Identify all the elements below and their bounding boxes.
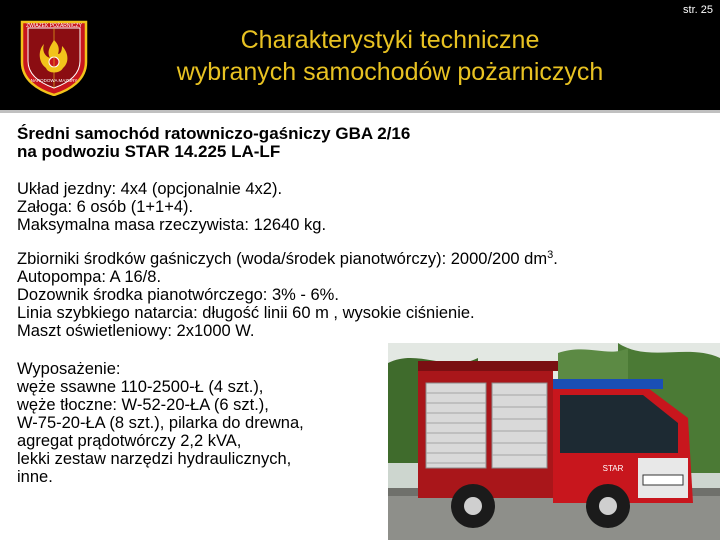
fire-truck-image: [388, 343, 720, 540]
heading-line-1: Średni samochód ratowniczo-gaśniczy GBA 2/16: [17, 124, 411, 143]
spec-pump: Autopompa: A 16/8.: [17, 268, 162, 286]
vehicle-heading: [17, 125, 410, 161]
badge-top-text: ZWIĄZEK POŻARNICZY: [26, 23, 82, 29]
fire-truck-photo: [388, 343, 720, 540]
equipment-item: węże tłoczne: W-52-20-ŁA (6 szt.),: [17, 396, 269, 414]
equipment-item: agregat prądotwórczy 2,2 kVA,: [17, 432, 242, 450]
equipment-list: [17, 360, 304, 486]
spec-drive: Układ jezdny: 4x4 (opcjonalnie 4x2).: [17, 180, 283, 198]
spec-mass: Maksymalna masa rzeczywista: 12640 kg.: [17, 216, 327, 234]
equipment-item: lekki zestaw narzędzi hydraulicznych,: [17, 450, 292, 468]
equipment-item: węże ssawne 110-2500-Ł (4 szt.),: [17, 378, 264, 396]
spec-foam-dosing: Dozownik środka pianotwórczego: 3% - 6%.: [17, 286, 339, 304]
spec-tanks: [17, 250, 558, 268]
spec-light-mast: Maszt oświetleniowy: 2x1000 W.: [17, 322, 255, 340]
spec-crew: Załoga: 6 osób (1+1+4).: [17, 198, 194, 216]
page-title: [100, 24, 680, 88]
badge-bottom-text: NARODOWA MAZURY: [30, 78, 78, 83]
header-bar: [0, 0, 720, 113]
tanks-end: .: [553, 250, 558, 268]
chassis-specs: [17, 180, 326, 234]
header-divider: [0, 110, 720, 113]
equipment-item: W-75-20-ŁA (8 szt.), pilarka do drewna,: [17, 414, 304, 432]
heading-line-2: na podwoziu STAR 14.225 LA-LF: [17, 142, 281, 161]
truck-brand-label: STAR: [602, 464, 624, 473]
page-number: str. 25: [683, 4, 713, 16]
equipment-item: inne.: [17, 468, 53, 486]
spec-fast-line: Linia szybkiego natarcia: długość linii 60 m , wysokie ciśnienie.: [17, 304, 475, 322]
title-line-1: Charakterystyki techniczne: [240, 26, 540, 54]
tanks-superscript: 3: [547, 249, 554, 261]
tanks-text: Zbiorniki środków gaśniczych (woda/środek pianotwórczy): 2000/200 dm: [17, 250, 548, 268]
equipment-heading: Wyposażenie:: [17, 360, 121, 378]
title-line-2: wybranych samochodów pożarniczych: [176, 58, 604, 86]
fire-brigade-badge-icon: [18, 18, 90, 96]
equipment-specs: [17, 250, 558, 340]
